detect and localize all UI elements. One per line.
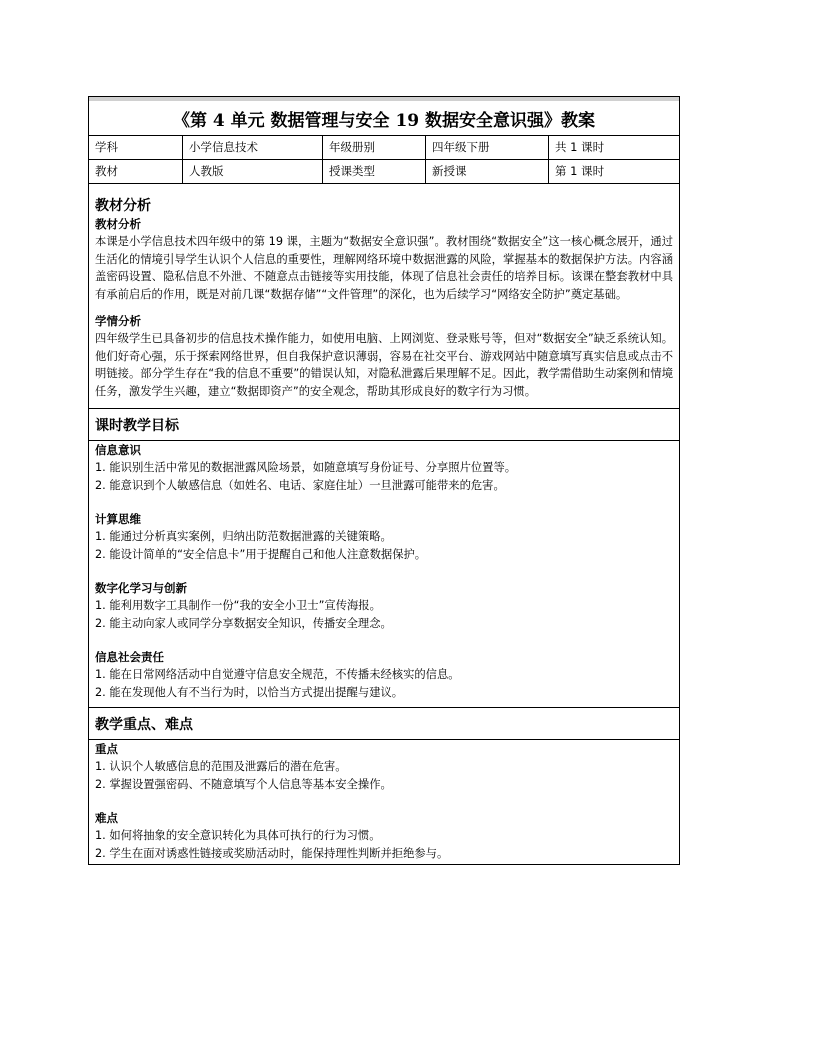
meta-cell: 新授课 xyxy=(426,160,549,183)
goal-group-label: 信息社会责任 xyxy=(95,650,164,664)
goal-item: 2. 能设计简单的“安全信息卡”用于提醒自己和他人注意数据保护。 xyxy=(95,547,427,561)
student-analysis-text: 四年级学生已具备初步的信息技术操作能力，如使用电脑、上网浏览、登录账号等，但对“数据安全”缺乏系统认知。他们好奇心强，乐于探索网络世界，但自我保护意识薄弱，容易在社交平台、游戏网站中随意填写真实信息或点击不明链接。部分学生存在“我的信息不重要”的错误认知，对隐私泄露后果理解不足。因此，教学需借助生动案例和情境任务，激发学生兴趣，建立“数据即资产”的安全观念，帮助其形成良好的数字行为习惯。 xyxy=(95,332,673,398)
section-heading-materials: 教材分析 xyxy=(95,198,151,214)
section-heading-goals: 课时教学目标 xyxy=(89,408,679,436)
subheading-textbook-analysis: 教材分析 xyxy=(95,217,141,231)
goal-group-label: 数字化学习与创新 xyxy=(95,581,187,595)
difficult-point-item: 1. 如何将抽象的安全意识转化为具体可执行的行为习惯。 xyxy=(95,829,381,842)
goal-item: 2. 能主动向家人或同学分享数据安全知识，传播安全理念。 xyxy=(95,616,392,630)
key-points-label: 重点 xyxy=(95,742,118,756)
meta-cell: 小学信息技术 xyxy=(183,136,323,159)
textbook-analysis-text: 本课是小学信息技术四年级中的第 19 课，主题为“数据安全意识强”。教材围绕“数据安全”这一核心概念展开，通过生活化的情境引导学生认识个人信息的重要性，理解网络环境中数据泄露的风险，掌握基本的数据保护方法。内容涵盖密码设置、隐私信息不外泄、不随意点击链接等实用技能，体现了信息社会责任的培养目标。该课在整套教材中具有承前启后的作用，既是对前几课“数据存储”“文件管理”的深化，也为后续学习“网络安全防护”奠定基础。 xyxy=(95,235,673,301)
difficult-point-item: 2. 学生在面对诱惑性链接或奖励活动时，能保持理性判断并拒绝参与。 xyxy=(95,846,449,860)
document-title: 《第 4 单元 数据管理与安全 19 数据安全意识强》教案 xyxy=(89,97,679,136)
meta-cell: 教材 xyxy=(89,160,183,183)
goals-block xyxy=(89,440,679,707)
meta-cell: 共 1 课时 xyxy=(555,140,605,154)
goal-item: 2. 能意识到个人敏感信息（如姓名、电话、家庭住址）一旦泄露可能带来的危害。 xyxy=(95,478,505,492)
key-point-item: 2. 掌握设置强密码、不随意填写个人信息等基本安全操作。 xyxy=(95,777,392,791)
goal-item: 1. 能利用数字工具制作一份“我的安全小卫士”宣传海报。 xyxy=(95,599,381,612)
goal-item: 1. 能通过分析真实案例，归纳出防范数据泄露的关键策略。 xyxy=(95,530,392,543)
focus-block xyxy=(89,739,679,864)
goal-item: 1. 能在日常网络活动中自觉遵守信息安全规范，不传播未经核实的信息。 xyxy=(95,668,460,681)
meta-cell: 年级册别 xyxy=(323,136,426,159)
meta-row-subject xyxy=(89,136,679,160)
goal-group-label: 计算思维 xyxy=(95,512,141,526)
spacer xyxy=(89,184,679,196)
meta-cell: 第 1 课时 xyxy=(555,164,605,178)
subheading-student-analysis: 学情分析 xyxy=(95,314,141,328)
meta-cell: 人教版 xyxy=(183,160,323,183)
materials-block xyxy=(89,216,679,408)
meta-cell: 学科 xyxy=(89,136,183,159)
meta-cell: 四年级下册 xyxy=(426,136,549,159)
goal-item: 2. 能在发现他人有不当行为时，以恰当方式提出提醒与建议。 xyxy=(95,685,404,699)
meta-cell: 授课类型 xyxy=(323,160,426,183)
meta-row-textbook xyxy=(89,160,679,184)
key-point-item: 1. 认识个人敏感信息的范围及泄露后的潜在危害。 xyxy=(95,760,347,773)
goal-group-label: 信息意识 xyxy=(95,443,141,457)
difficult-points-label: 难点 xyxy=(95,811,118,825)
goal-item: 1. 能识别生活中常见的数据泄露风险场景，如随意填写身份证号、分享照片位置等。 xyxy=(95,461,517,474)
section-heading-focus: 教学重点、难点 xyxy=(89,707,679,735)
lesson-plan-document xyxy=(88,96,680,865)
